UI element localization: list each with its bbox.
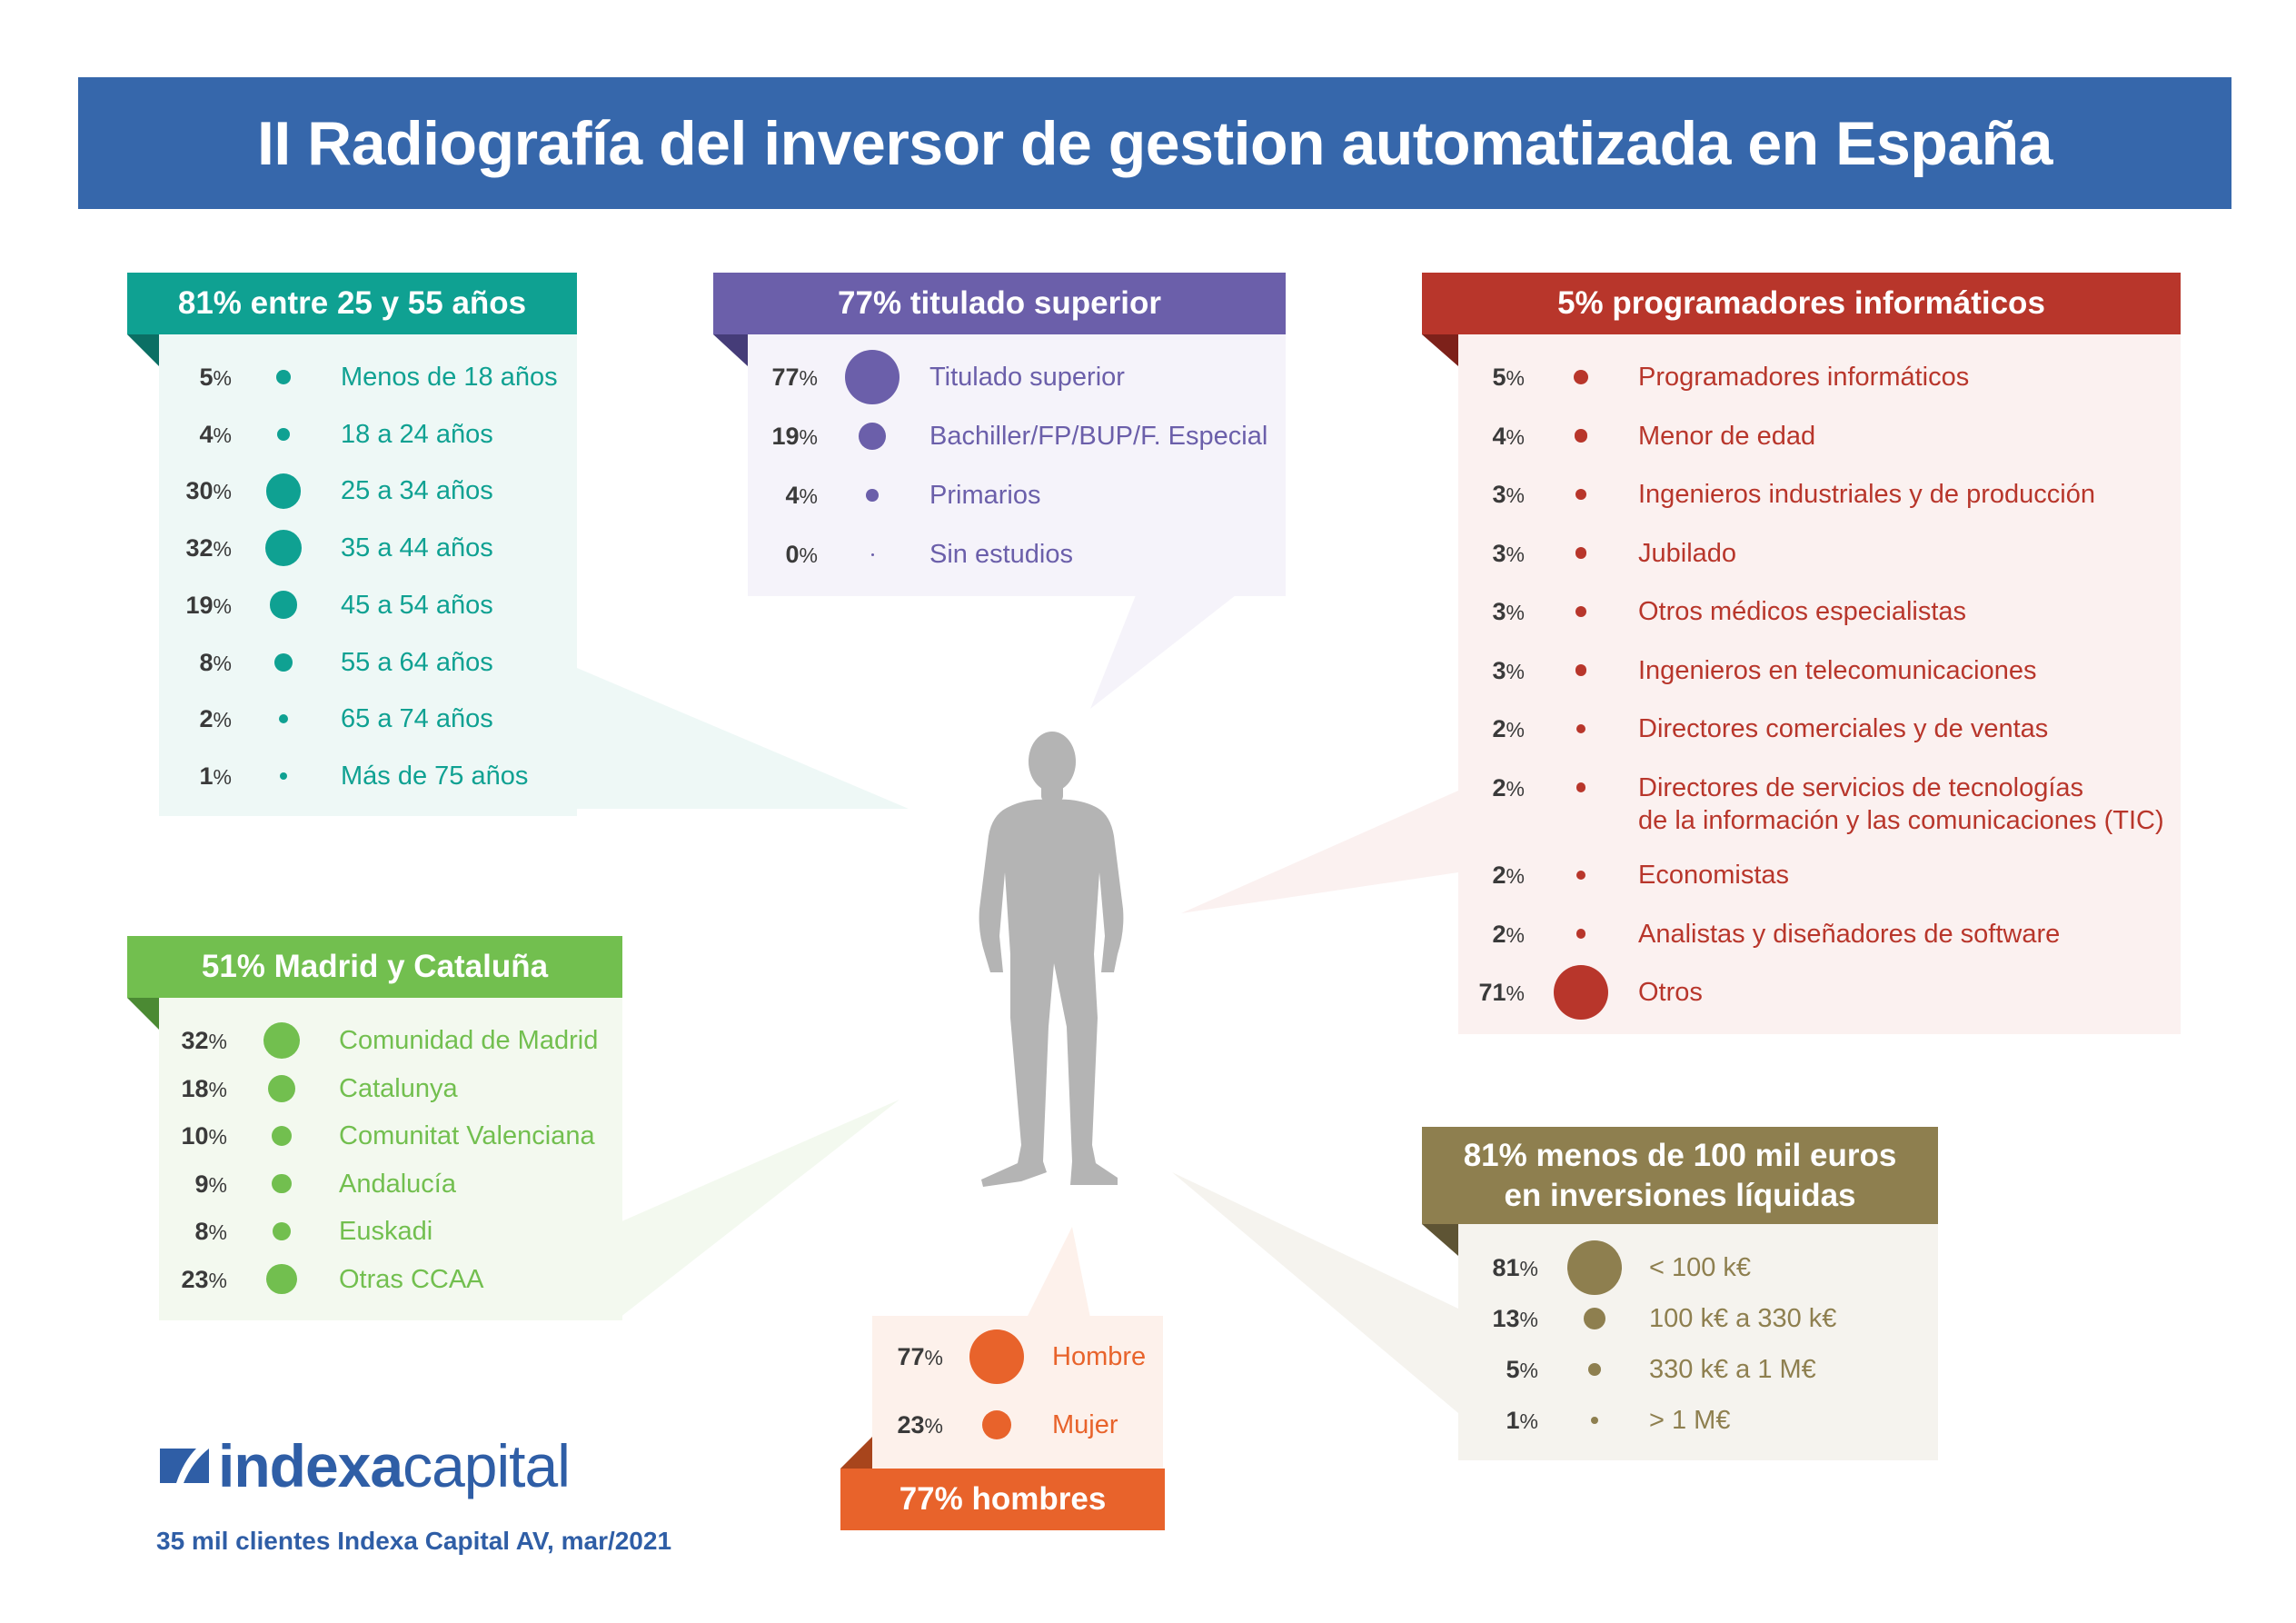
region-bubble [263,1022,300,1059]
wealth-row-label [1649,1353,1816,1386]
age-bubble [276,370,291,384]
education-pct-value: 4 [785,482,800,509]
wealth-header-line2: en inversiones líquidas [1504,1177,1856,1213]
profession-pct-sign: % [1506,718,1525,742]
education-header: 77% titulado superior [713,273,1286,334]
region-row-pct [127,1213,227,1250]
gender-row-label [1052,1340,1146,1373]
wealth-pct-sign: % [1519,1359,1538,1382]
profession-pct-sign: % [1506,922,1525,947]
age-row-pct [127,644,232,681]
wealth-pct-value: 81 [1492,1254,1520,1281]
region-label-line: Euskadi [339,1217,433,1246]
age-pct-value: 4 [199,420,214,448]
page-title: II Radiografía del inversor de gestion automatizada en España [78,77,2231,209]
education-pct-sign: % [799,543,818,567]
age-bubble [280,772,287,780]
wealth-row-pct [1422,1402,1538,1439]
profession-label-line: Ingenieros en telecomunicaciones [1638,655,2037,685]
profession-pct-sign: % [1506,776,1525,801]
education-label-line: Primarios [929,481,1041,510]
profession-row-label [1638,712,2048,745]
age-pct-sign: % [213,651,232,675]
profession-label-line: Otros [1638,978,1703,1007]
region-connector [620,1100,900,1318]
profession-bubble [1554,965,1608,1020]
wealth-pct-value: 1 [1506,1407,1520,1434]
profession-bubble [1576,871,1585,880]
education-bubble [845,350,900,404]
wealth-pct-sign: % [1519,1409,1538,1433]
gender-row-pct [840,1407,943,1443]
region-pct-sign: % [208,1172,227,1197]
wealth-pct-value: 13 [1492,1305,1520,1332]
profession-pct-sign: % [1506,366,1525,390]
education-bubble [871,553,874,556]
age-row-label [341,474,493,507]
wealth-bubble [1567,1240,1622,1295]
profession-pct-sign: % [1506,542,1525,566]
age-pct-sign: % [213,537,232,562]
profession-pct-value: 3 [1492,598,1506,625]
age-label-line: 18 a 24 años [341,419,493,449]
profession-pct-value: 5 [1492,363,1506,391]
region-bubble [273,1222,291,1240]
age-label-line: 25 a 34 años [341,476,493,506]
profession-label-line: Directores de servicios de tecnologías [1638,772,2084,802]
region-bubble [266,1264,297,1295]
education-row-label [929,361,1125,393]
region-label-line: Catalunya [339,1073,458,1103]
profession-bubble [1576,724,1585,733]
gender-bubble [969,1329,1024,1384]
profession-connector [1181,791,1458,913]
wealth-row-pct [1422,1250,1538,1286]
age-pct-value: 1 [199,762,214,790]
age-header: 81% entre 25 y 55 años [127,273,577,334]
region-row-pct [127,1022,227,1059]
wealth-label-line: 330 k€ a 1 M€ [1649,1355,1816,1384]
age-pct-sign: % [213,423,232,447]
age-bubble [274,653,293,672]
region-pct-sign: % [208,1268,227,1292]
wealth-bubble [1584,1308,1605,1329]
age-pct-sign: % [213,708,232,732]
region-panel [127,936,622,1322]
education-connector [1090,595,1236,709]
education-pct-value: 77 [771,363,800,391]
profession-bubble [1575,547,1586,558]
age-pct-value: 32 [185,534,214,563]
age-pct-sign: % [213,480,232,504]
gender-row-label [1052,1409,1118,1441]
profession-label-line: Jubilado [1638,538,1737,568]
region-pct-value: 10 [181,1122,209,1150]
education-pct-value: 19 [771,423,800,450]
gender-pct-value: 23 [897,1411,925,1439]
profession-pct-sign: % [1506,601,1525,624]
profession-row-label [1638,918,2060,951]
profession-row-pct [1422,711,1525,747]
age-pct-sign: % [213,593,232,618]
region-label-line: Comunidad de Madrid [339,1026,599,1055]
region-pct-sign: % [208,1125,227,1149]
age-label-line: Menos de 18 años [341,363,558,392]
wealth-panel [1422,1127,1938,1463]
profession-row-label [1638,595,1966,628]
profession-bubble [1575,664,1586,675]
age-label-line: 55 a 64 años [341,647,493,677]
education-label-line: Bachiller/FP/BUP/F. Especial [929,422,1268,451]
profession-header: 5% programadores informáticos [1422,273,2181,334]
profession-row-label [1638,654,2037,687]
region-pct-value: 32 [181,1027,209,1054]
wealth-pct-sign: % [1519,1257,1538,1280]
profession-label-line: Analistas y diseñadores de software [1638,919,2061,949]
profession-row-label [1638,772,2164,838]
region-row-label [339,1120,595,1152]
age-row-label [341,361,558,393]
age-pct-value: 2 [199,705,214,733]
gender-label-line: Mujer [1052,1410,1118,1439]
education-pct-sign: % [799,484,818,508]
profession-row-pct [1422,476,1525,513]
profession-pct-value: 3 [1492,481,1506,508]
profession-pct-value: 2 [1492,920,1506,948]
education-pct-sign: % [799,366,818,390]
profession-row-label [1638,361,1969,393]
indexa-logo-mark-icon [156,1443,211,1489]
profession-pct-sign: % [1506,981,1525,1005]
region-row-label [339,1215,432,1248]
region-row-label [339,1168,456,1200]
education-row-pct [713,359,818,395]
age-row-pct [127,359,232,395]
gender-pct-value: 77 [897,1343,925,1370]
education-row-pct [713,477,818,513]
region-header: 51% Madrid y Cataluña [127,936,622,998]
profession-pct-value: 3 [1492,656,1506,684]
gender-label-line: Hombre [1052,1342,1147,1371]
age-row-label [341,760,528,792]
region-pct-sign: % [208,1030,227,1053]
logo-text-light: capital [403,1432,570,1499]
region-pct-value: 23 [181,1265,209,1293]
age-label-line: 45 a 54 años [341,590,493,620]
wealth-row-pct [1422,1300,1538,1337]
age-row-pct [127,473,232,509]
region-label-line: Otras CCAA [339,1264,484,1294]
profession-row-pct [1422,418,1525,454]
wealth-row-label [1649,1404,1730,1437]
gender-header: 77% hombres [840,1469,1165,1530]
region-row-pct [127,1070,227,1107]
education-row-pct [713,418,818,454]
wealth-row-label [1649,1251,1751,1284]
education-bubble [859,423,886,450]
profession-pct-sign: % [1506,424,1525,449]
age-pct-sign: % [213,366,232,390]
profession-row-pct [1422,652,1525,689]
wealth-label-line: < 100 k€ [1649,1253,1752,1282]
profession-row-pct [1422,535,1525,572]
education-row-label [929,420,1267,453]
wealth-row-label [1649,1302,1836,1335]
gender-row-pct [840,1339,943,1375]
profession-label-line: Ingenieros industriales y de producción [1638,480,2095,509]
gender-panel [840,1316,1165,1529]
region-row-pct [127,1261,227,1298]
age-row-label [341,589,493,622]
wealth-bubble [1591,1417,1598,1424]
person-silhouette-icon [972,727,1127,1190]
region-label-line: Comunitat Valenciana [339,1121,595,1150]
age-row-pct [127,587,232,623]
profession-row-pct [1422,857,1525,893]
profession-row-label [1638,420,1815,453]
source-note: 35 mil clientes Indexa Capital AV, mar/2021 [156,1527,672,1555]
education-label-line: Titulado superior [929,363,1125,392]
profession-pct-value: 2 [1492,715,1506,742]
region-label-line: Andalucía [339,1169,456,1199]
age-row-label [341,532,493,564]
region-bubble [272,1174,291,1193]
profession-row-pct [1422,770,1525,806]
wealth-header-line1: 81% menos de 100 mil euros [1463,1137,1897,1173]
profession-label-line: Directores comerciales y de ventas [1638,714,2049,743]
logo-text [218,1431,570,1500]
profession-row-label [1638,478,2095,511]
gender-pct-sign: % [924,1414,943,1438]
profession-row-pct [1422,593,1525,630]
age-bubble [265,530,302,566]
age-label-line: 65 a 74 años [341,704,493,734]
region-row-pct [127,1118,227,1154]
age-bubble [277,428,290,441]
age-row-label [341,702,493,735]
profession-bubble [1574,370,1588,384]
profession-bubble [1576,929,1585,938]
profession-panel [1422,273,2181,1036]
education-panel [713,273,1286,600]
age-pct-sign: % [213,764,232,789]
age-connector [577,668,909,809]
logo-text-bold: indexa [218,1432,403,1499]
indexa-capital-logo [156,1431,570,1500]
profession-pct-value: 4 [1492,422,1506,450]
profession-pct-sign: % [1506,659,1525,683]
region-pct-value: 9 [194,1170,209,1198]
region-row-label [339,1024,598,1057]
profession-pct-sign: % [1506,864,1525,888]
wealth-label-line: 100 k€ a 330 k€ [1649,1304,1837,1333]
age-row-pct [127,416,232,453]
gender-connector [1027,1227,1090,1318]
age-pct-value: 19 [185,591,214,619]
education-pct-value: 0 [785,541,800,568]
education-row-pct [713,536,818,573]
age-pct-value: 30 [185,477,214,505]
profession-row-label [1638,537,1736,570]
age-pct-value: 8 [199,648,214,676]
profession-pct-value: 2 [1492,861,1506,889]
age-pct-value: 5 [199,363,214,391]
age-label-line: Más de 75 años [341,761,529,791]
gender-pct-sign: % [924,1346,943,1369]
region-pct-sign: % [208,1220,227,1244]
region-pct-value: 8 [194,1218,209,1245]
region-row-label [339,1263,484,1296]
profession-label-line: Otros médicos especialistas [1638,597,1967,626]
profession-pct-value: 2 [1492,773,1506,802]
region-row-label [339,1072,458,1105]
education-label-line: Sin estudios [929,540,1073,569]
profession-bubble [1575,429,1587,442]
region-bubble [268,1075,295,1102]
wealth-row-pct [1422,1351,1538,1388]
profession-row-pct [1422,974,1525,1011]
profession-row-label [1638,976,1703,1009]
wealth-header [1422,1127,1938,1224]
wealth-pct-sign: % [1519,1308,1538,1331]
education-row-label [929,479,1040,512]
profession-label-line: Programadores informáticos [1638,363,1970,392]
profession-bubble [1576,782,1585,792]
age-panel [127,273,577,818]
profession-pct-value: 71 [1478,979,1506,1006]
region-pct-sign: % [208,1077,227,1101]
profession-row-pct [1422,359,1525,395]
profession-pct-value: 3 [1492,539,1506,567]
wealth-label-line: > 1 M€ [1649,1406,1731,1435]
age-row-pct [127,758,232,794]
profession-row-pct [1422,916,1525,952]
education-row-label [929,538,1073,571]
region-row-pct [127,1166,227,1202]
profession-pct-sign: % [1506,483,1525,507]
education-pct-sign: % [799,425,818,449]
age-row-label [341,418,493,451]
age-bubble [266,473,302,509]
age-row-pct [127,530,232,566]
profession-row-label [1638,859,1789,891]
region-pct-value: 18 [181,1074,209,1102]
education-bubble [866,489,879,502]
wealth-pct-value: 5 [1506,1356,1520,1383]
profession-label-line: Economistas [1638,861,1790,890]
profession-label-line2: de la información y las comunicaciones (TIC) [1638,805,2164,835]
profession-label-line: Menor de edad [1638,421,1816,451]
age-row-pct [127,701,232,737]
age-label-line: 35 a 44 años [341,533,493,563]
wealth-connector [1172,1172,1458,1413]
age-row-label [341,646,493,679]
